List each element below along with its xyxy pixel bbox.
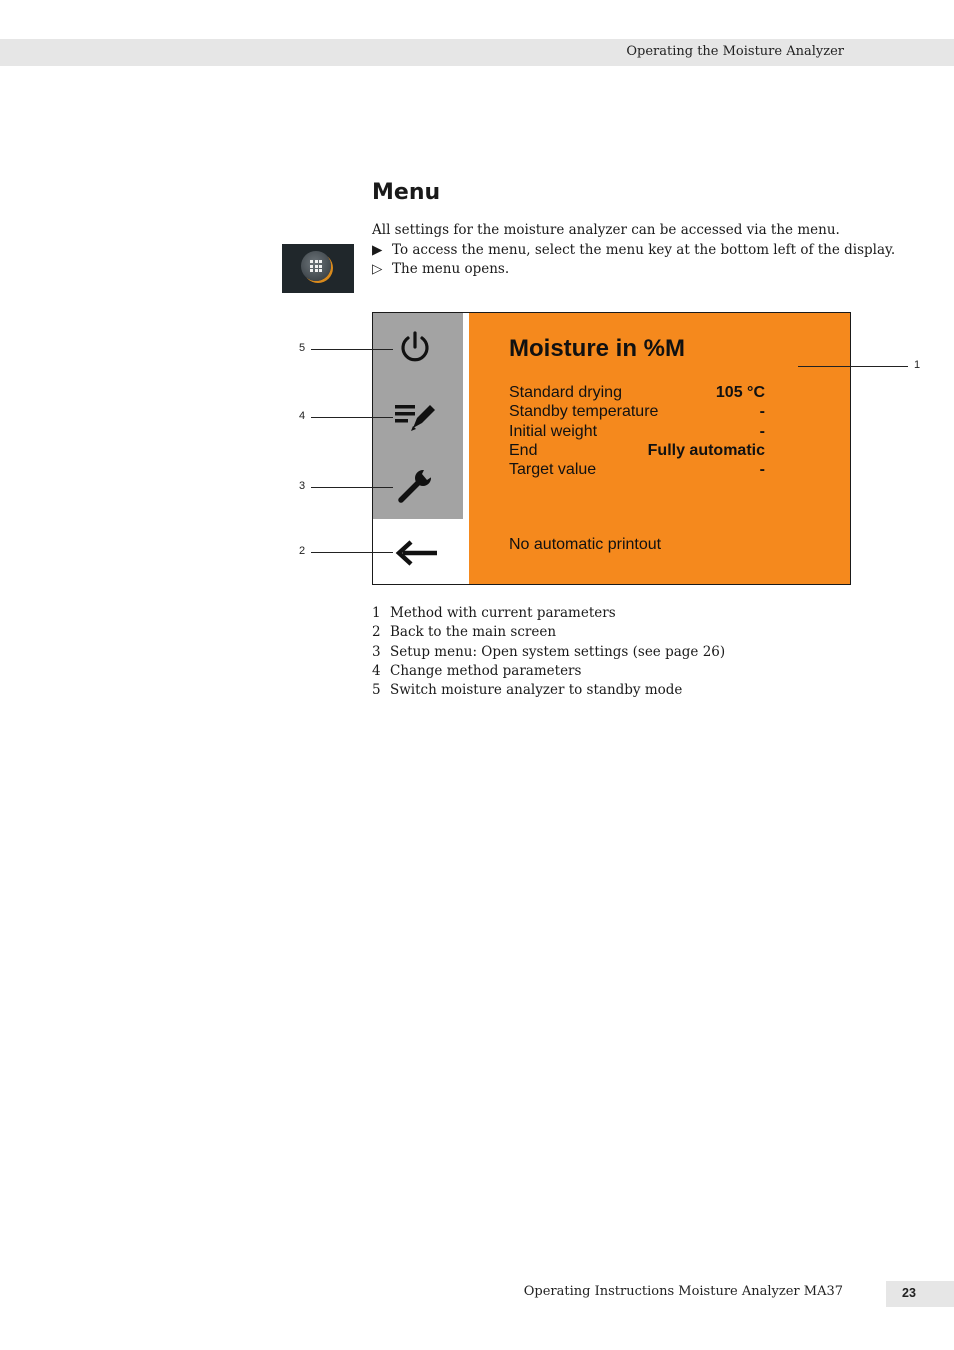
- section-title: Menu: [372, 180, 441, 205]
- callout-1: 1: [914, 359, 921, 371]
- intro-paragraph: All settings for the moisture analyzer can be accessed via the menu.: [372, 222, 840, 238]
- wrench-icon: [395, 468, 435, 506]
- instruction-result: [372, 260, 892, 280]
- method-panel: [469, 313, 850, 584]
- legend-item: 4 Change method parameters: [372, 662, 582, 679]
- printout-status: No automatic printout: [509, 536, 662, 553]
- page-number: 23: [902, 1286, 916, 1300]
- intro-text: [372, 221, 896, 280]
- callout-line-3: [311, 487, 393, 488]
- param-row: Standby temperature -: [509, 403, 765, 420]
- legend-item: 2 Back to the main screen: [372, 624, 557, 641]
- power-icon: [399, 330, 431, 364]
- result-arrow-icon: ▷: [372, 261, 383, 277]
- callout-line-2: [311, 552, 393, 553]
- callout-4: 4: [299, 410, 306, 422]
- page-number-box: [886, 1281, 954, 1307]
- param-row: Initial weight -: [509, 423, 765, 440]
- edit-list-icon: [393, 401, 439, 433]
- method-title: Moisture in %M: [509, 335, 686, 362]
- result-text: The menu opens.: [392, 261, 510, 277]
- grid-menu-icon: [301, 251, 331, 281]
- running-header: Operating the Moisture Analyzer: [626, 44, 844, 59]
- callout-line-5: [311, 349, 393, 350]
- param-row: End Fully automatic: [509, 442, 765, 459]
- callout-5: 5: [299, 342, 306, 354]
- menu-key-image: [282, 244, 354, 293]
- instruction-step: [372, 241, 896, 261]
- callout-line-4: [311, 417, 393, 418]
- legend-item: 3 Setup menu: Open system settings (see page 26): [372, 643, 726, 660]
- param-row: Target value -: [509, 461, 765, 478]
- param-row: Standard drying 105 °C: [509, 384, 765, 401]
- legend-list: [372, 604, 725, 700]
- arrow-left-icon: [395, 539, 439, 567]
- legend-item: 5 Switch moisture analyzer to standby mode: [372, 682, 683, 699]
- callout-3: 3: [299, 480, 306, 492]
- legend-item: 1 Method with current parameters: [372, 605, 616, 621]
- display-screenshot: [372, 312, 851, 585]
- callout-2: 2: [299, 545, 306, 557]
- footer-text: Operating Instructions Moisture Analyzer MA37: [523, 1284, 843, 1299]
- step-arrow-icon: ▶: [372, 241, 383, 258]
- callout-line-1: [798, 366, 908, 367]
- step-text: To access the menu, select the menu key at the bottom left of the display.: [392, 241, 896, 258]
